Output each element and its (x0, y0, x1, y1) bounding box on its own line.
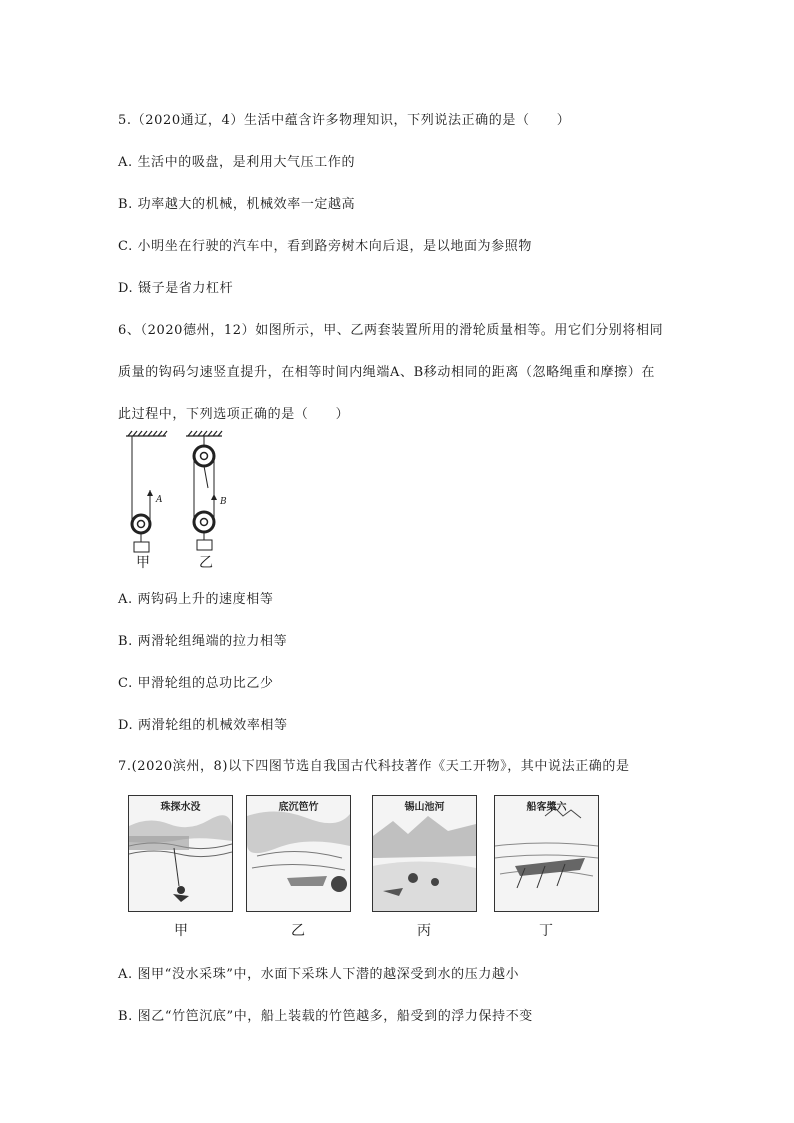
arrow-a (147, 490, 153, 496)
q6-stem-line-1: 6、（2020德州，12）如图所示，甲、乙两套装置所用的滑轮质量相等。用它们分别将相同 (118, 323, 664, 338)
panel-3-illustration (373, 796, 476, 911)
q6-option-b: B. 两滑轮组绳端的拉力相等 (118, 634, 288, 649)
panel-2-illustration (247, 796, 350, 911)
q5-option-c: C. 小明坐在行驶的汽车中，看到路旁树木向后退，是以地面为参照物 (118, 239, 532, 254)
label-b: B (220, 497, 227, 507)
panel-1 (128, 795, 233, 912)
panel-3-title: 锡山池河 (404, 802, 445, 813)
q5-stem: 5.（2020通辽，4）生活中蕴含许多物理知识，下列说法正确的是（ ） (118, 113, 571, 128)
q7-option-a: A. 图甲“没水采珠”中，水面下采珠人下潜的越深受到水的压力越小 (118, 967, 520, 982)
q6-option-c: C. 甲滑轮组的总功比乙少 (118, 676, 274, 691)
fig-caption-right: 乙 (199, 555, 213, 571)
pulley-figure (118, 430, 238, 570)
panel-2 (246, 795, 351, 912)
q7-option-b: B. 图乙“竹笆沉底”中，船上装载的竹笆越多，船受到的浮力保持不变 (118, 1009, 533, 1024)
ceiling-left (126, 431, 167, 436)
q6-option-d: D. 两滑轮组的机械效率相等 (118, 718, 288, 733)
panel-1-caption: 甲 (174, 923, 188, 939)
q5-option-d: D. 镊子是省力杠杆 (118, 281, 234, 296)
panel-2-title: 底沉笆竹 (278, 802, 319, 813)
panel-1-illustration (129, 796, 232, 911)
panel-3-caption: 丙 (417, 923, 431, 939)
panel-1-title: 珠探水没 (160, 802, 201, 813)
pulley-b-movable-wheel (194, 512, 214, 532)
panel-4-title: 船客槳六 (526, 802, 567, 813)
weight-b (197, 540, 212, 550)
q5-option-b: B. 功率越大的机械，机械效率一定越高 (118, 197, 356, 212)
panel-2-caption: 乙 (291, 923, 305, 939)
panel-4-illustration (495, 796, 598, 911)
q6-option-a: A. 两钩码上升的速度相等 (118, 592, 274, 607)
ceiling-right (186, 431, 222, 436)
panel-4 (494, 795, 599, 912)
q7-stem: 7.(2020滨州，8)以下四图节选自我国古代科技著作《天工开物》，其中说法正确的是 (118, 759, 630, 774)
label-a: A (156, 495, 163, 505)
pulley-b-fixed-wheel (194, 436, 214, 466)
arrow-b (211, 494, 217, 500)
panel-3 (372, 795, 477, 912)
panel-4-caption: 丁 (539, 923, 553, 939)
weight-a (134, 542, 149, 552)
fig-caption-left: 甲 (136, 555, 150, 571)
pulley-a-rope (132, 436, 150, 524)
q6-stem-line-3: 此过程中，下列选项正确的是（ ） (118, 407, 350, 422)
q5-option-a: A. 生活中的吸盘，是利用大气压工作的 (118, 155, 356, 170)
q6-stem-line-2: 质量的钩码匀速竖直提升，在相等时间内绳端A、B移动相同的距离（忽略绳重和摩擦）在 (118, 365, 655, 380)
pulley-a-wheel (132, 515, 150, 533)
